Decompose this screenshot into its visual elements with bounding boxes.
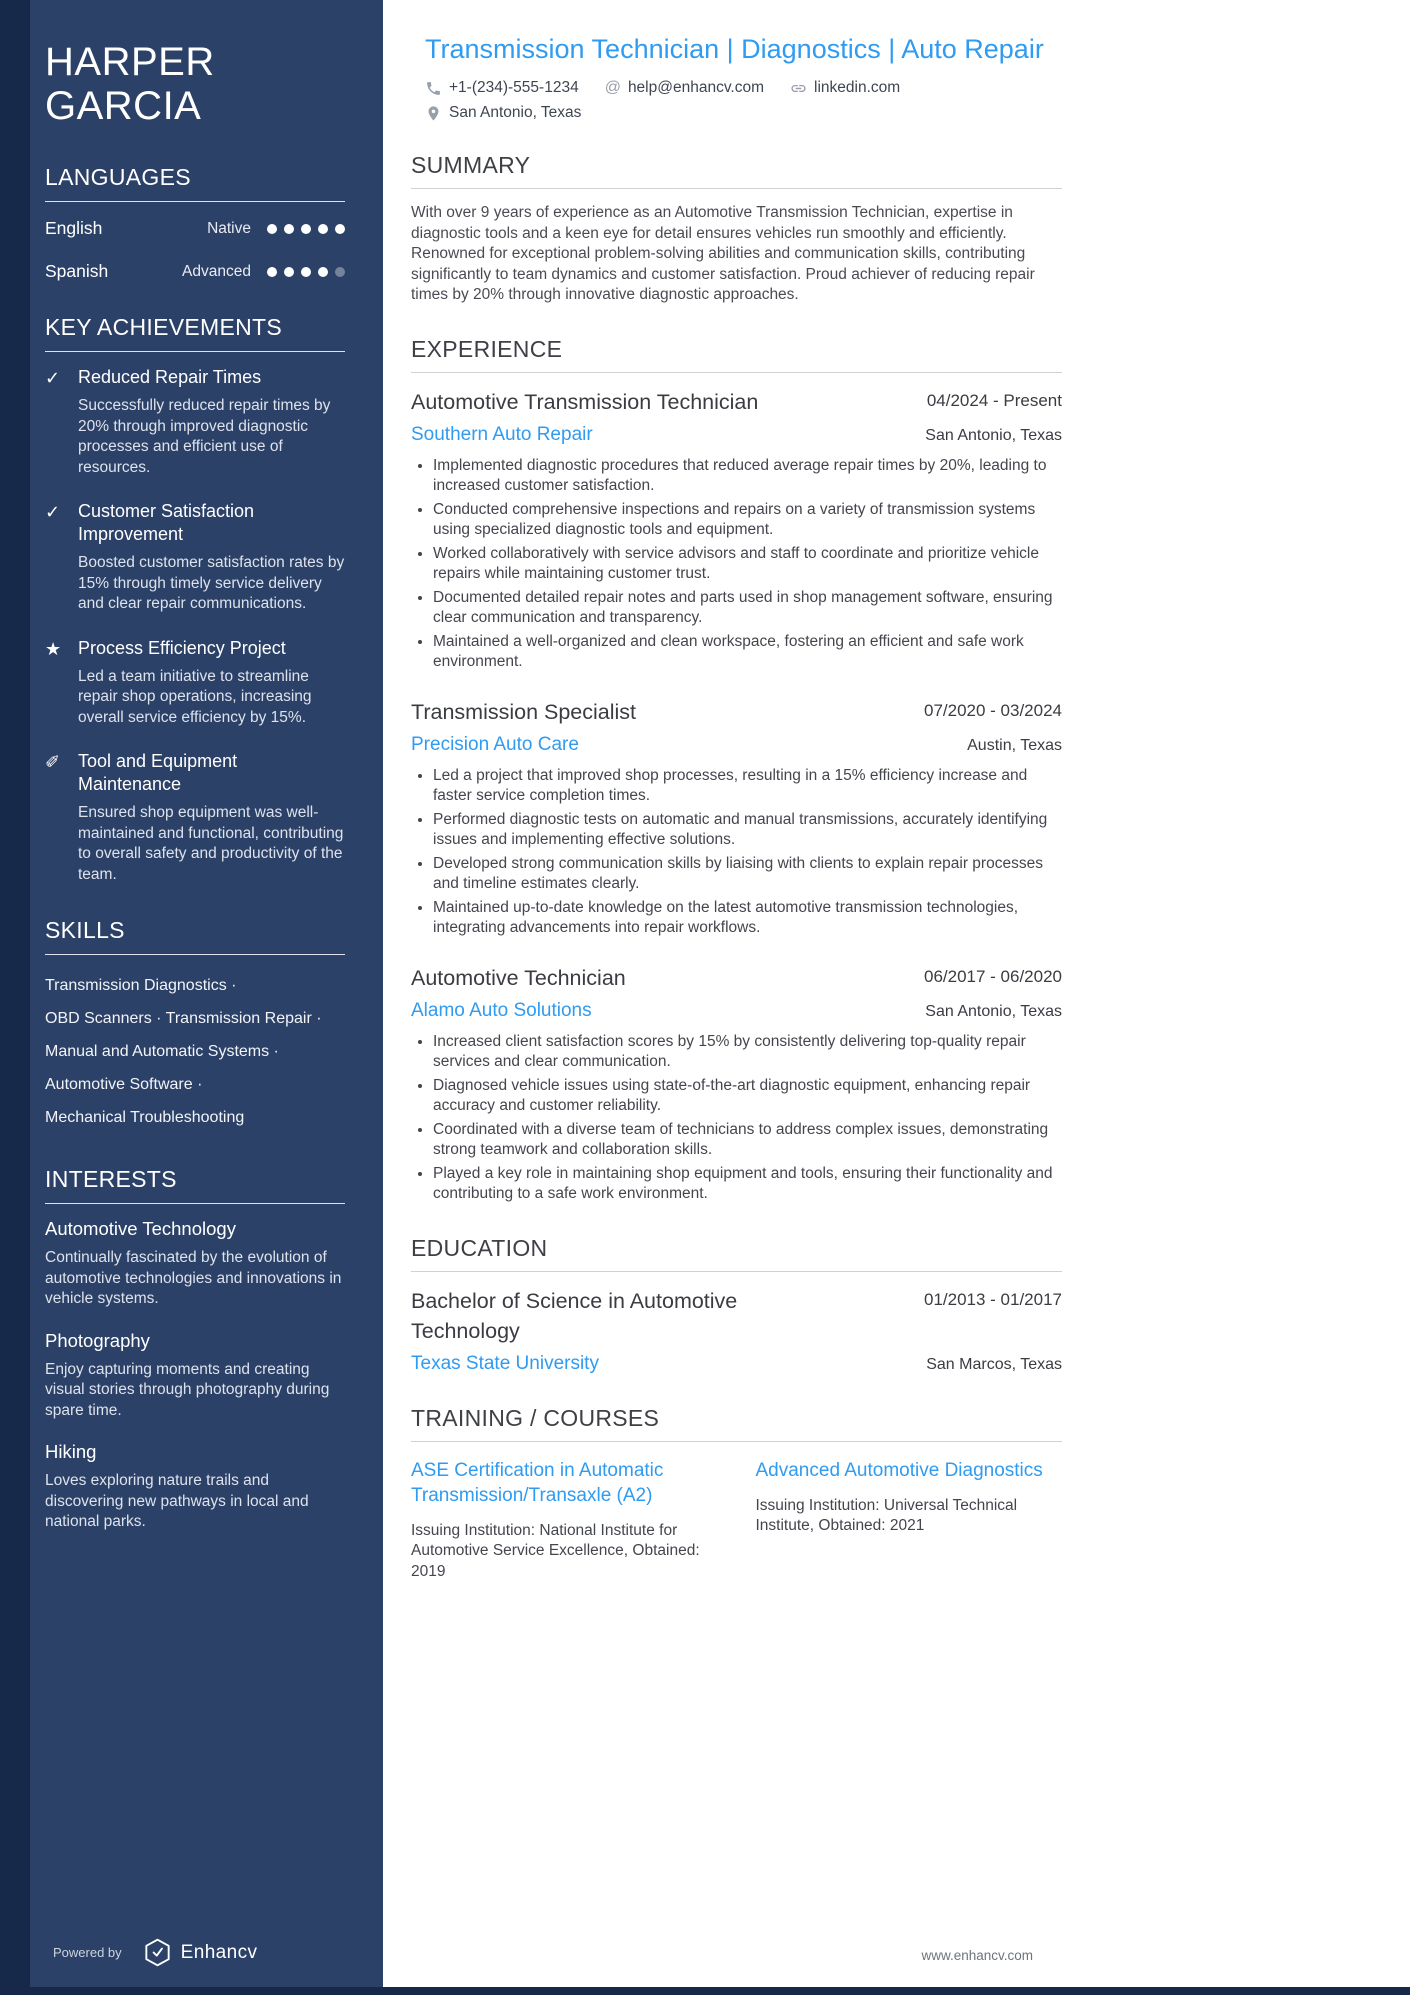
job-bullet: • Conducted comprehensive inspections and repairs on a variety of transmission systems using specialized diagnostic tools and equipment. [433, 500, 1062, 541]
language-row [45, 218, 345, 239]
level-dot [267, 267, 277, 277]
education-dates: 01/2013 - 01/2017 [923, 1289, 1062, 1309]
degree-title: Bachelor of Science in Automotive Technology [411, 1288, 738, 1343]
summary-section [411, 152, 1062, 306]
star-icon: ★ [45, 638, 62, 659]
job-location: San Antonio, Texas [925, 426, 1062, 444]
interest-description: Continually fascinated by the evolution of automotive technologies and innovations in vehicle systems. [45, 1249, 342, 1307]
interests-list [45, 1218, 345, 1533]
language-row [45, 261, 345, 282]
achievement-title: Reduced Repair Times [78, 367, 262, 387]
level-dot [335, 267, 345, 277]
course-item [756, 1458, 1063, 1583]
check-icon: ✓ [45, 502, 61, 522]
powered-by [53, 1938, 257, 1967]
job-entry [411, 963, 1062, 1205]
headline: Transmission Technician | Diagnostics | Auto Repair [425, 34, 1044, 64]
interest-item [45, 1218, 345, 1310]
enhancv-logo-icon[interactable] [144, 1938, 171, 1967]
phone-number: +1-(234)-555-1234 [449, 79, 579, 96]
job-bullets [411, 766, 1062, 939]
interests-section [45, 1166, 345, 1533]
job-bullets [411, 456, 1062, 673]
level-dot [267, 224, 277, 234]
job-bullet: • Increased client satisfaction scores by 15% by consistently delivering top-quality repair services and clear communication. [433, 1032, 1062, 1073]
course-title[interactable]: ASE Certification in Automatic Transmission/Transaxle (A2) [411, 1459, 664, 1506]
achievement-description: Ensured shop equipment was well-maintained and functional, contributing to overall safety and productivity of the team. [78, 804, 344, 883]
job-company-link[interactable]: Southern Auto Repair [411, 423, 593, 445]
check-icon: ✓ [45, 368, 61, 388]
language-level: Native [207, 219, 251, 237]
achievement-title: Customer Satisfaction Improvement [78, 501, 255, 544]
education-section [411, 1235, 1062, 1375]
education-entry [411, 1286, 1062, 1375]
level-dot [301, 267, 311, 277]
skills-heading: SKILLS [45, 917, 345, 955]
job-bullet: • Led a project that improved shop processes, resulting in a 15% efficiency increase and faster service completion times. [433, 766, 1062, 807]
job-bullet: • Played a key role in maintaining shop equipment and tools, ensuring their functionality and contributing to a safe work environment. [433, 1164, 1062, 1205]
level-dot [335, 224, 345, 234]
phone-icon [425, 80, 442, 97]
achievement-item [45, 366, 345, 478]
skill-item: Transmission Repair · [166, 1010, 322, 1027]
location-item [425, 104, 581, 122]
summary-text: With over 9 years of experience as an Automotive Transmission Technician, expertise in diagnostic tools and a keen eye for detail ensures vehicles run smoothly and efficiently. Renowned for exceptional problem-solving abilities and communication skills, contributing significantly to team dynamics and customer satisfaction. Proud achiever of reducing repair times by 20% through innovative diagnostic approaches. [411, 204, 1035, 303]
interest-title: Hiking [45, 1441, 97, 1462]
job-bullet: • Developed strong communication skills by liaising with clients to explain repair processes and timeline estimates clearly. [433, 854, 1062, 895]
job-company-row [411, 424, 1062, 446]
main-content [411, 0, 1062, 1582]
job-company-row [411, 734, 1062, 756]
job-bullet: • Worked collaboratively with service advisors and staff to coordinate and prioritize vehicle repairs while maintaining customer trust. [433, 544, 1062, 585]
job-location: Austin, Texas [967, 736, 1062, 754]
job-title-row [411, 697, 1062, 727]
achievement-title: Tool and Equipment Maintenance [78, 751, 238, 794]
languages-list [45, 218, 345, 282]
achievement-description: Led a team initiative to streamline repair shop operations, increasing overall service efficiency by 15%. [78, 667, 312, 726]
interest-title: Automotive Technology [45, 1218, 236, 1239]
jobs-list [411, 387, 1062, 1205]
achievement-body [78, 750, 345, 885]
job-company-row [411, 1000, 1062, 1022]
experience-heading: EXPERIENCE [411, 336, 1062, 373]
language-name: English [45, 218, 103, 238]
job-bullet: • Diagnosed vehicle issues using state-of-the-art diagnostic equipment, enhancing repair accuracy and customer reliability. [433, 1076, 1062, 1117]
bottom-bar [0, 1987, 1410, 1995]
achievements-section [45, 314, 345, 885]
interest-item [45, 1330, 345, 1422]
interest-title: Photography [45, 1329, 150, 1351]
level-dot [284, 267, 294, 277]
course-description: Issuing Institution: Universal Technical Institute, Obtained: 2021 [755, 1496, 1018, 1534]
site-url[interactable]: www.enhancv.com [921, 1948, 1033, 1963]
email-item[interactable] [605, 79, 764, 97]
job-company-link[interactable]: Alamo Auto Solutions [411, 999, 592, 1021]
link-icon [790, 80, 807, 97]
skills-section [45, 917, 345, 1134]
location-text: San Antonio, Texas [449, 104, 582, 121]
wand-icon: ✐ [45, 752, 61, 772]
job-bullet: • Coordinated with a diverse team of technicians to address complex issues, demonstrating strong teamwork and collaboration skills. [433, 1120, 1062, 1161]
achievement-item [45, 500, 345, 615]
job-entry [411, 697, 1062, 939]
interest-description: Enjoy capturing moments and creating visual stories through photography during spare time. [45, 1360, 330, 1419]
resume-header [411, 34, 1062, 122]
education-location: San Marcos, Texas [926, 1355, 1062, 1373]
achievement-body [78, 637, 345, 729]
skill-item: Automotive Software · [45, 1076, 202, 1093]
achievement-body [78, 500, 345, 615]
school-link[interactable]: Texas State University [411, 1352, 599, 1374]
job-dates: 04/2024 - Present [926, 390, 1062, 410]
job-title: Automotive Transmission Technician [411, 389, 759, 414]
achievement-body [78, 366, 345, 478]
job-bullet: • Performed diagnostic tests on automatic and manual transmissions, accurately identifying issues and implementing effective solutions. [433, 810, 1062, 851]
skill-item: Manual and Automatic Systems · [45, 1043, 279, 1060]
last-name: GARCIA [45, 84, 202, 128]
job-bullet: • Maintained a well-organized and clean workspace, fostering an efficient and safe work environment. [433, 632, 1062, 673]
experience-section [411, 336, 1062, 1205]
interest-description: Loves exploring nature trails and discovering new pathways in local and national parks. [45, 1472, 309, 1530]
training-section [411, 1405, 1062, 1583]
interests-heading: INTERESTS [45, 1166, 345, 1204]
link-text: linkedin.com [814, 79, 901, 96]
achievement-item [45, 750, 345, 885]
language-proficiency-dots [267, 267, 345, 277]
language-proficiency-dots [267, 224, 345, 234]
contact-row-1 [425, 79, 1062, 97]
course-title[interactable]: Advanced Automotive Diagnostics [755, 1459, 1043, 1481]
education-title-row [411, 1286, 1062, 1346]
first-name: HARPER [45, 40, 215, 84]
level-dot [318, 224, 328, 234]
summary-heading: SUMMARY [411, 152, 1062, 189]
achievement-description: Boosted customer satisfaction rates by 15% through timely service delivery and clear repair communications. [78, 554, 345, 612]
phone-item[interactable] [425, 79, 579, 97]
education-heading: EDUCATION [411, 1235, 1062, 1272]
job-entry [411, 387, 1062, 673]
job-dates: 07/2020 - 03/2024 [923, 700, 1062, 720]
achievement-description: Successfully reduced repair times by 20% through improved diagnostic processes and efficient use of resources. [78, 397, 331, 476]
contact-row-2 [425, 104, 1062, 122]
language-name: Spanish [45, 261, 109, 281]
achievement-item [45, 637, 345, 729]
skill-item: Mechanical Troubleshooting [45, 1109, 245, 1126]
languages-heading: LANGUAGES [45, 164, 345, 202]
job-bullet: • Documented detailed repair notes and parts used in shop management software, ensuring clear communication and transparency. [433, 588, 1062, 629]
job-title: Transmission Specialist [411, 699, 637, 724]
job-location: San Antonio, Texas [925, 1002, 1062, 1020]
job-company-link[interactable]: Precision Auto Care [411, 733, 579, 755]
achievement-title: Process Efficiency Project [78, 637, 286, 658]
location-pin-icon [425, 105, 442, 122]
courses-list [411, 1458, 1062, 1583]
skill-item: OBD Scanners · [45, 1010, 162, 1027]
interest-item [45, 1441, 345, 1533]
email-address: help@enhancv.com [627, 79, 765, 96]
left-accent-strip [0, 0, 30, 1995]
job-title-row [411, 387, 1062, 417]
skills-list [45, 969, 345, 1134]
course-item [411, 1458, 718, 1583]
skill-item: Transmission Diagnostics · [45, 977, 236, 994]
level-dot [301, 224, 311, 234]
sidebar [0, 0, 383, 1995]
achievements-heading: KEY ACHIEVEMENTS [45, 314, 345, 352]
achievements-list [45, 366, 345, 885]
course-description: Issuing Institution: National Institute for Automotive Service Excellence, Obtained: 2019 [411, 1521, 700, 1580]
level-dot [284, 224, 294, 234]
job-title: Automotive Technician [411, 965, 626, 990]
job-bullets [411, 1032, 1062, 1205]
link-item[interactable] [790, 79, 900, 97]
job-dates: 06/2017 - 06/2020 [923, 966, 1062, 986]
job-title-row [411, 963, 1062, 993]
job-bullet: • Implemented diagnostic procedures that reduced average repair times by 20%, leading to increased customer satisfaction. [433, 456, 1062, 497]
enhancv-wordmark[interactable]: Enhancv [180, 1941, 258, 1963]
powered-by-label: Powered by [53, 1945, 122, 1960]
candidate-name [45, 40, 345, 128]
language-level: Advanced [182, 262, 251, 280]
languages-section [45, 164, 345, 282]
main-column [383, 0, 1410, 1995]
level-dot [318, 267, 328, 277]
training-heading: TRAINING / COURSES [411, 1405, 1062, 1442]
email-icon: @ [604, 79, 621, 96]
education-school-row [411, 1353, 1062, 1375]
job-bullet: • Maintained up-to-date knowledge on the latest automotive transmission technologies, integrating advancements into repair workflows. [433, 898, 1062, 939]
